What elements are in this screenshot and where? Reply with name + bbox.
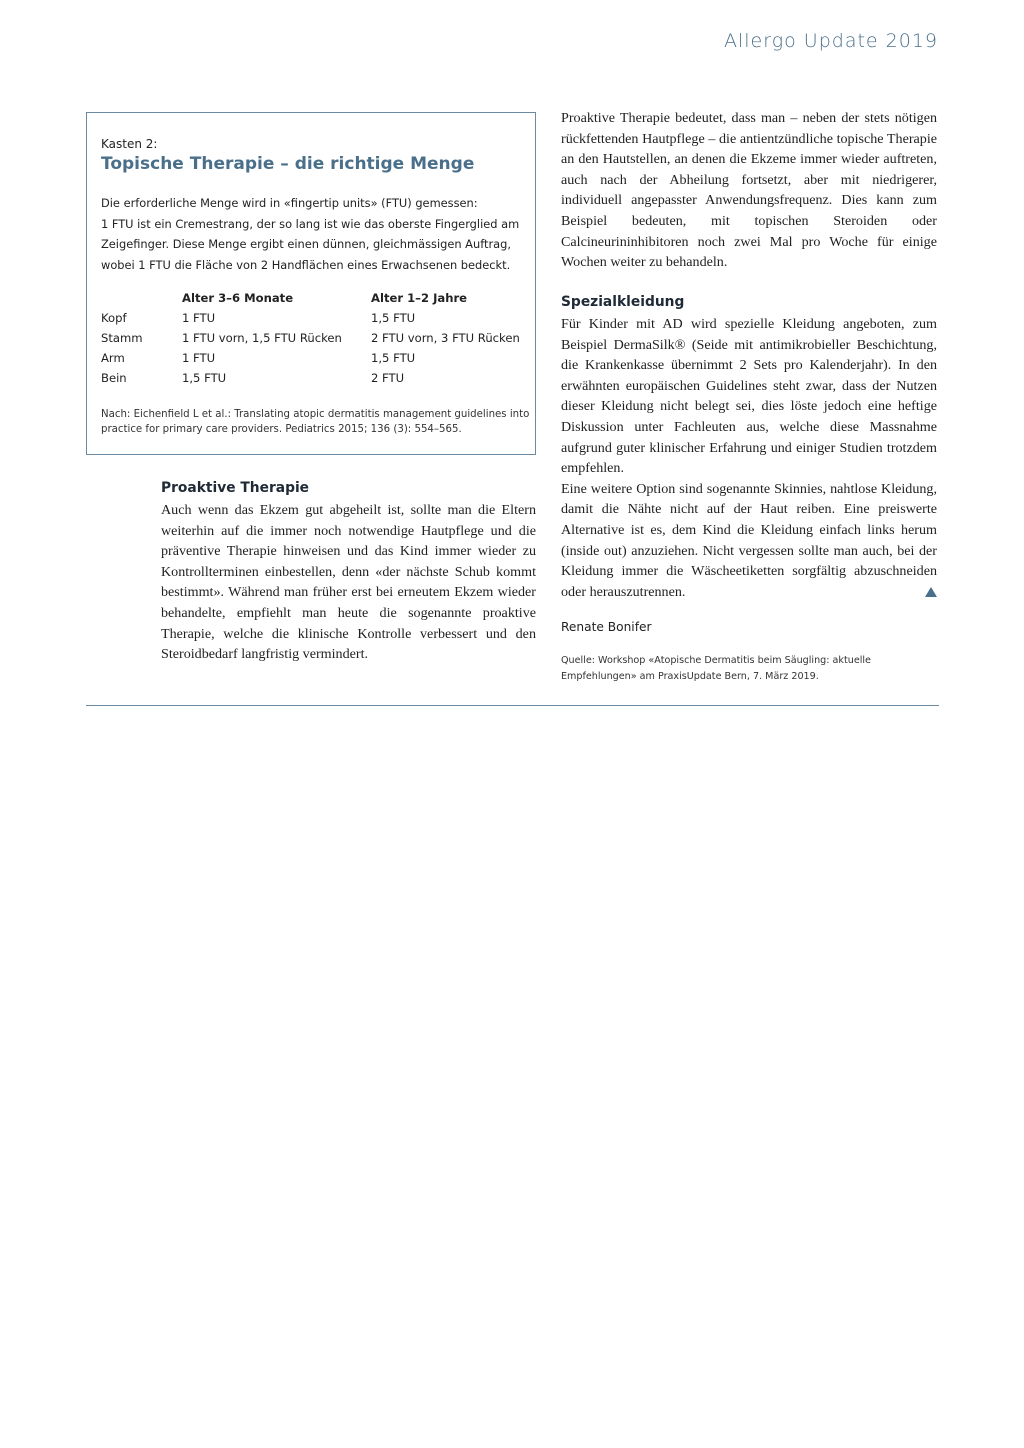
table-cell: 1,5 FTU xyxy=(371,311,416,325)
table-cell: 1,5 FTU xyxy=(182,371,227,385)
end-triangle-icon xyxy=(925,587,937,597)
table-cell: 2 FTU vorn, 3 FTU Rücken xyxy=(371,331,520,345)
table-header-cell: Alter 3–6 Monate xyxy=(182,291,294,305)
page-header-title: Allergo Update 2019 xyxy=(724,30,938,52)
table-cell: 1,5 FTU xyxy=(371,351,416,365)
table-cell: 1 FTU vorn, 1,5 FTU Rücken xyxy=(182,331,342,345)
table-row xyxy=(101,368,531,388)
paragraph: Proaktive Therapie bedeutet, dass man – neben der stets nötigen rückfettenden Hautpflege – die antientzündliche topische Therapie an den Hautstellen, an denen die Ekzeme immer wieder auftreten, auch nach der Abheilung fortsetzt, aber mit niedrigerer, individuell angepasster Anwendungsfrequenz. Dies kann zum Beispiel bedeuten, mit topischen Steroiden oder Calcineurininhibitoren noch zwei Mal pro Woche für einige Wochen weiter zu behandeln. xyxy=(561,110,937,271)
table-row xyxy=(101,348,531,368)
author-name: Renate Bonifer xyxy=(561,620,652,634)
box-reference: Nach: Eichenfield L et al.: Translating atopic dermatitis management guidelines into practice for primary care providers. Pediatrics 2015; 136 (3): 554–565. xyxy=(101,409,530,435)
heading-spezialkleidung: Spezialkleidung xyxy=(561,294,685,310)
table-cell: 2 FTU xyxy=(371,371,405,385)
table-cell: Arm xyxy=(101,351,125,365)
table-header-cell: Alter 1–2 Jahre xyxy=(371,291,468,305)
table-header-cell xyxy=(101,288,182,308)
left-column-text xyxy=(161,500,536,665)
table-row xyxy=(101,328,531,348)
source-note: Quelle: Workshop «Atopische Dermatitis beim Säugling: aktuelle Empfehlungen» am PraxisUpdate Bern, 7. März 2019. xyxy=(561,655,871,682)
box-intro-line: Die erforderliche Menge wird in «fingertip units» (FTU) gemessen: xyxy=(101,196,478,210)
paragraph: Eine weitere Option sind sogenannte Skinnies, nahtlose Kleidung, damit die Nähte nicht auf der Haut reiben. Eine preiswerte Alternative ist es, dem Kind die Kleidung einfach links herum (inside out) anzuziehen. Nicht vergessen sollte man auch, bei der Kleidung immer die Wäscheetiketten sorgfältig abzuschneiden oder herauszutrennen. xyxy=(561,480,937,600)
table-cell: 1 FTU xyxy=(182,311,216,325)
paragraph: Für Kinder mit AD wird spezielle Kleidung angeboten, zum Beispiel DermaSilk® (Seide mit antimikrobieller Beschichtung, die Krankenkasse übernimmt 2 Sets pro Kalenderjahr). In den erwähnten europäischen Guidelines steht zwar, dass der Nutzen dieser Kleidung nicht belegt sei, dies löste jedoch eine heftige Diskussion unter Fachleuten aus, welche diese Massnahme aufgrund guter klinischer Erfahrung und einiger Studien trotzdem empfehlen. xyxy=(561,316,937,477)
table-header-row xyxy=(101,288,531,308)
table-cell: 1 FTU xyxy=(182,351,216,365)
table-cell: Stamm xyxy=(101,331,143,345)
paragraph: Auch wenn das Ekzem gut abgeheilt ist, sollte man die Eltern weiterhin auf die immer noch notwendige Hautpflege und die präventive Therapie hinweisen und das Kind immer wieder zu Kontrollterminen einbestellen, denn «der nächste Schub kommt bestimmt». Während man früher erst bei erneutem Ekzem wieder behandelte, empfiehlt man heute die sogenannte proaktive Therapie, welche die klinische Kontrolle verbessert und den Steroidbedarf langfristig vermindert. xyxy=(161,502,536,663)
box-label: Kasten 2: xyxy=(101,137,158,151)
ftu-table xyxy=(101,288,531,388)
info-box xyxy=(86,112,536,455)
table-cell: Kopf xyxy=(101,311,127,325)
box-title: Topische Therapie – die richtige Menge xyxy=(101,154,475,174)
table-row xyxy=(101,308,531,328)
heading-proaktive-therapie: Proaktive Therapie xyxy=(161,480,310,496)
box-intro-text: 1 FTU ist ein Cremestrang, der so lang ist wie das oberste Fingerglied am Zeigefinger. Diese Menge ergibt einen dünnen, gleichmässigen Auftrag, wobei 1 FTU die Fläche von 2 Handflächen eines Erwachsenen bedeckt. xyxy=(101,216,520,272)
right-column-intro xyxy=(561,108,937,273)
bottom-divider xyxy=(86,705,939,706)
box-intro xyxy=(101,193,525,275)
table-cell: Bein xyxy=(101,371,127,385)
right-column-text xyxy=(561,314,937,602)
